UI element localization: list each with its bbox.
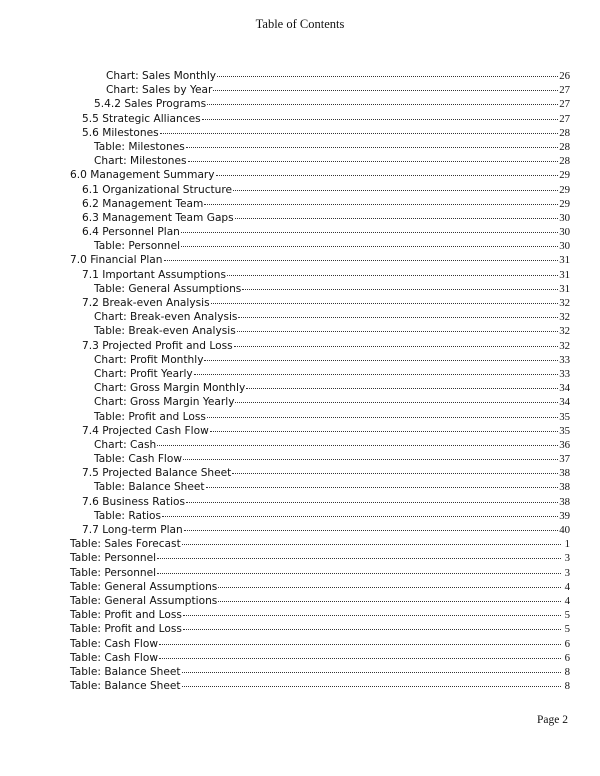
toc-entry-label: Table: Personnel — [70, 566, 157, 579]
dot-leader — [181, 223, 558, 233]
toc-entry-page: 30 — [559, 211, 570, 224]
toc-entry-label: 6.3 Management Team Gaps — [82, 211, 234, 224]
toc-entry-page: 27 — [559, 98, 570, 111]
toc-entry-label: Chart: Sales by Year — [106, 84, 213, 97]
toc-entry-label: Table: Cash Flow — [94, 453, 183, 466]
toc-entry-label: Table: Balance Sheet — [70, 665, 181, 678]
toc-entry-page: 4 — [564, 594, 570, 607]
toc-entry-label: 7.4 Projected Cash Flow — [82, 424, 209, 437]
toc-entry-page: 28 — [559, 155, 570, 168]
toc-entry-label: Chart: Sales Monthly — [106, 70, 217, 82]
toc-entry-label: Chart: Gross Margin Yearly — [94, 396, 235, 409]
toc-entry-page: 5 — [564, 623, 570, 636]
dot-leader — [210, 422, 558, 432]
toc-entry-label: 7.0 Financial Plan — [70, 254, 163, 267]
toc-entry-label: Table: Profit and Loss — [94, 410, 206, 423]
dot-leader — [235, 393, 558, 403]
dot-leader — [211, 294, 559, 304]
toc-entry-page: 5 — [564, 609, 570, 622]
toc-entry-page: 35 — [559, 410, 570, 423]
dot-leader — [157, 549, 561, 559]
toc-entry-label: Chart: Break-even Analysis — [94, 311, 238, 324]
dot-leader — [160, 124, 559, 134]
dot-leader — [234, 337, 559, 347]
toc-entry-page: 32 — [559, 325, 570, 338]
toc-entry-page: 33 — [559, 353, 570, 366]
toc-entry-page: 37 — [559, 453, 570, 466]
dot-leader — [182, 663, 561, 673]
toc-entry-page: 31 — [559, 254, 570, 267]
toc-entry-page: 8 — [564, 680, 570, 693]
dot-leader — [204, 351, 558, 361]
dot-leader — [188, 152, 559, 162]
page-number: Page 2 — [537, 714, 568, 726]
toc-entry-page: 34 — [559, 382, 570, 395]
toc-entry-page: 28 — [559, 126, 570, 139]
toc-entry-label: Table: Cash Flow — [70, 651, 159, 664]
dot-leader — [194, 365, 559, 375]
dot-leader — [162, 507, 558, 517]
dot-leader — [159, 635, 561, 645]
toc-entry-page: 34 — [559, 396, 570, 409]
toc-entry-label: Table: Ratios — [94, 509, 162, 522]
toc-entry-label: 5.4.2 Sales Programs — [94, 98, 207, 111]
dot-leader — [213, 81, 558, 91]
dot-leader — [182, 677, 561, 687]
toc-entry-label: Table: Profit and Loss — [70, 609, 182, 622]
dot-leader — [183, 606, 561, 616]
page-title: Table of Contents — [255, 17, 345, 31]
dot-leader — [217, 67, 558, 77]
toc-entry-label: 6.0 Management Summary — [70, 169, 215, 182]
toc-entry-label: Table: General Assumptions — [94, 282, 242, 295]
toc-entry-page: 30 — [559, 226, 570, 239]
toc-entry-page: 32 — [559, 311, 570, 324]
dot-leader — [237, 322, 558, 332]
toc-entry-page: 38 — [559, 495, 570, 508]
toc-entry-page: 27 — [559, 84, 570, 97]
dot-leader — [246, 379, 558, 389]
toc-entry-page: 30 — [559, 240, 570, 253]
dot-leader — [232, 464, 558, 474]
toc-entry-label: Chart: Profit Yearly — [94, 367, 193, 380]
dot-leader — [182, 535, 561, 545]
dot-leader — [238, 308, 558, 318]
toc-entry-page: 38 — [559, 481, 570, 494]
dot-leader — [184, 521, 558, 531]
toc-entry-page: 1 — [564, 538, 570, 551]
dot-leader — [157, 436, 558, 446]
toc-entry-label: Table: Sales Forecast — [70, 538, 181, 551]
toc-entry-label: 6.2 Management Team — [82, 197, 204, 210]
toc-entry-page: 4 — [564, 580, 570, 593]
toc-entry-page: 39 — [559, 509, 570, 522]
toc-entry-page: 31 — [559, 268, 570, 281]
dot-leader — [218, 592, 561, 602]
toc-entry-label: Chart: Milestones — [94, 155, 187, 168]
toc-entry-label: 7.6 Business Ratios — [82, 495, 186, 508]
toc-entry-page: 33 — [559, 367, 570, 380]
dot-leader — [235, 209, 559, 219]
toc-entry-page: 32 — [559, 297, 570, 309]
dot-leader — [233, 181, 558, 191]
toc-entry-page: 3 — [564, 566, 570, 579]
toc-entry-label: 7.2 Break-even Analysis — [82, 297, 210, 309]
dot-leader — [202, 110, 559, 120]
toc-entry-page: 28 — [559, 140, 570, 153]
dot-leader — [186, 493, 558, 503]
toc-entry-page: 29 — [559, 169, 570, 182]
toc-entry-label: Table: Personnel — [70, 552, 157, 565]
dot-leader — [164, 251, 559, 261]
toc-entry[interactable] — [70, 679, 570, 693]
toc-entry-page: 26 — [559, 70, 570, 82]
toc-entry-label: 7.3 Projected Profit and Loss — [82, 339, 233, 352]
toc-entry-label: Chart: Gross Margin Monthly — [94, 382, 246, 395]
toc-entry-page: 27 — [559, 112, 570, 125]
toc-entry-label: Table: Cash Flow — [70, 637, 159, 650]
toc-entry-page: 3 — [564, 552, 570, 565]
toc-entry-label: 5.6 Milestones — [82, 126, 159, 139]
dot-leader — [204, 195, 558, 205]
toc-entry-label: Table: Milestones — [94, 140, 185, 153]
toc-entry-page: 29 — [559, 197, 570, 210]
toc-entry-page: 32 — [559, 339, 570, 352]
dot-leader — [207, 95, 558, 105]
toc-entry-label: Table: Personnel — [94, 240, 181, 253]
toc-entry-label: Chart: Cash — [94, 438, 157, 451]
toc-entry-page: 29 — [559, 183, 570, 196]
dot-leader — [186, 138, 558, 148]
dot-leader — [159, 649, 561, 659]
toc-entry-page: 6 — [564, 637, 570, 650]
dot-leader — [227, 266, 558, 276]
dot-leader — [183, 450, 558, 460]
toc-entry-label: 5.5 Strategic Alliances — [82, 112, 201, 125]
toc-entry-label: Table: General Assumptions — [70, 580, 218, 593]
toc-entry-page: 6 — [564, 651, 570, 664]
toc-entry-label: 6.1 Organizational Structure — [82, 183, 233, 196]
toc-entry-label: 6.4 Personnel Plan — [82, 226, 180, 239]
dot-leader — [218, 578, 561, 588]
dot-leader — [181, 237, 558, 247]
toc-entry-label: Table: Balance Sheet — [94, 481, 205, 494]
toc-entry-page: 8 — [564, 665, 570, 678]
dot-leader — [157, 564, 561, 574]
toc-entry-label: 7.7 Long-term Plan — [82, 524, 183, 536]
toc-entry-label: 7.5 Projected Balance Sheet — [82, 467, 232, 480]
toc-entry-page: 35 — [559, 424, 570, 437]
table-of-contents — [70, 69, 570, 693]
toc-entry-label: Table: General Assumptions — [70, 594, 218, 607]
toc-entry-page: 31 — [559, 282, 570, 295]
toc-entry-label: Table: Break-even Analysis — [94, 325, 236, 338]
toc-entry-label: 7.1 Important Assumptions — [82, 268, 226, 281]
dot-leader — [242, 280, 558, 290]
toc-entry-page: 36 — [559, 438, 570, 451]
dot-leader — [206, 478, 559, 488]
toc-entry-label: Table: Balance Sheet — [70, 680, 181, 693]
toc-entry-page: 38 — [559, 467, 570, 480]
toc-entry-page: 40 — [559, 524, 570, 536]
toc-entry-label: Chart: Profit Monthly — [94, 353, 204, 366]
dot-leader — [207, 408, 558, 418]
toc-entry-label: Table: Profit and Loss — [70, 623, 182, 636]
dot-leader — [183, 620, 561, 630]
dot-leader — [216, 166, 559, 176]
